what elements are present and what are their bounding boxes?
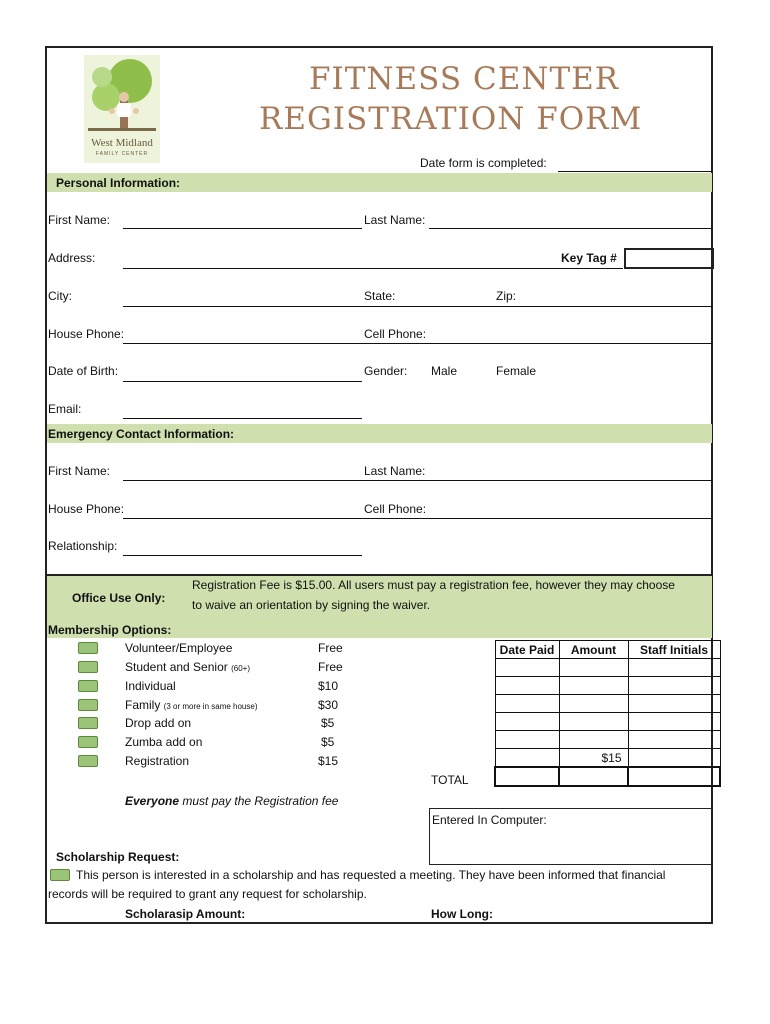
zip-label: Zip: [496,289,517,303]
address-label: Address: [48,251,96,265]
scholarship-line1: This person is interested in a scholarship and has requested a meeting. They have been informed that financial [76,868,666,882]
tree-family-logo-icon [84,55,160,133]
cell[interactable] [628,695,720,713]
cell[interactable] [628,677,720,695]
ec-house-phone-field[interactable] [123,518,712,519]
cell[interactable] [495,695,559,713]
emergency-section-title: Emergency Contact Information: [48,427,235,441]
gender-female-option[interactable]: Female [496,364,537,378]
option-name: Zumba add on [125,735,203,749]
staff-initials-header: Staff Initials [628,641,720,659]
cell[interactable] [559,713,628,731]
option-name: Volunteer/Employee [125,641,233,655]
cell[interactable] [628,749,720,768]
everyone-bold: Everyone [125,794,180,808]
scholarship-checkbox[interactable] [50,869,70,881]
house-phone-label: House Phone: [48,327,125,341]
checkbox[interactable] [78,717,98,729]
cell[interactable] [495,767,559,786]
checkbox[interactable] [78,699,98,711]
checkbox[interactable] [78,736,98,748]
logo [84,55,160,163]
last-name-label: Last Name: [364,213,426,227]
total-row [495,767,720,786]
total-cell[interactable] [559,767,628,786]
entered-in-computer-label: Entered In Computer: [432,813,547,827]
scholarship-amount-label: Scholarasip Amount: [125,907,246,921]
entered-in-computer-box[interactable] [429,808,713,865]
table-row [495,659,720,677]
address-field[interactable] [123,268,623,269]
first-name-label: First Name: [48,213,111,227]
gender-label: Gender: [364,364,408,378]
option-price: $5 [321,735,335,749]
key-tag-label: Key Tag # [561,251,617,265]
how-long-label: How Long: [431,907,493,921]
option-price: $30 [318,698,339,712]
option-price: $5 [321,716,335,730]
table-row [495,677,720,695]
option-price: Free [318,641,343,655]
everyone-rest: must pay the Registration fee [179,794,339,808]
table-row [495,713,720,731]
form-title-line2: REGISTRATION FORM [259,101,643,137]
scholarship-line2: records will be required to grant any request for scholarship. [48,887,367,901]
registration-fee-line2: to waive an orientation by signing the waiver. [192,598,431,612]
cell[interactable] [628,731,720,749]
email-field[interactable] [123,418,362,419]
date-completed-field[interactable] [558,171,712,172]
membership-options-title: Membership Options: [48,623,172,637]
city-field[interactable] [123,306,712,307]
key-tag-field[interactable] [624,248,714,269]
table-row [495,749,720,768]
option-name: Student and Senior (60+) [125,660,250,674]
amount-header: Amount [559,641,628,659]
option-price: Free [318,660,343,674]
cell[interactable] [559,731,628,749]
email-label: Email: [48,402,82,416]
cell[interactable] [495,731,559,749]
option-price: $15 [318,754,339,768]
cell-phone-label: Cell Phone: [364,327,427,341]
cell[interactable] [559,695,628,713]
last-name-field[interactable] [429,228,712,229]
table-row [495,731,720,749]
cell[interactable] [495,713,559,731]
first-name-field[interactable] [123,228,362,229]
registration-amount-cell: $15 [559,749,628,768]
everyone-note [125,794,338,808]
cell[interactable] [628,659,720,677]
ec-house-phone-label: House Phone: [48,502,125,516]
checkbox[interactable] [78,642,98,654]
checkbox[interactable] [78,755,98,767]
ec-first-name-field[interactable] [123,480,712,481]
cell[interactable] [495,659,559,677]
option-name: Drop add on [125,716,192,730]
date-completed-label: Date form is completed: [420,156,547,170]
cell[interactable] [559,659,628,677]
checkbox[interactable] [78,661,98,673]
dob-field[interactable] [123,381,362,382]
cell[interactable] [495,749,559,768]
date-paid-header: Date Paid [495,641,559,659]
table-row [495,695,720,713]
total-label: TOTAL [431,773,469,787]
office-use-label: Office Use Only: [72,591,166,605]
payment-log-table [494,640,721,787]
scholarship-title: Scholarship Request: [56,850,180,864]
cell[interactable] [628,767,720,786]
option-name: Individual [125,679,176,693]
ec-first-name-label: First Name: [48,464,111,478]
gender-male-option[interactable]: Male [431,364,458,378]
house-phone-field[interactable] [123,343,712,344]
cell[interactable] [628,713,720,731]
registration-fee-line1: Registration Fee is $15.00. All users must pay a registration fee, however they may choose [192,578,675,592]
form-title-line1: FITNESS CENTER [309,61,620,97]
option-price: $10 [318,679,339,693]
option-name: Registration [125,754,190,768]
city-label: City: [48,289,72,303]
option-name: Family (3 or more in same house) [125,698,258,712]
personal-section-title: Personal Information: [56,176,181,190]
state-label: State: [364,289,396,303]
cell[interactable] [495,677,559,695]
ec-relationship-field[interactable] [123,555,362,556]
dob-label: Date of Birth: [48,364,119,378]
table-header-row [495,641,720,659]
ec-relationship-label: Relationship: [48,539,118,553]
ec-cell-phone-label: Cell Phone: [364,502,427,516]
logo-text: West Midland [91,137,153,149]
checkbox[interactable] [78,680,98,692]
logo-subtext: FAMILY CENTER [95,151,149,157]
cell[interactable] [559,677,628,695]
ec-last-name-label: Last Name: [364,464,426,478]
